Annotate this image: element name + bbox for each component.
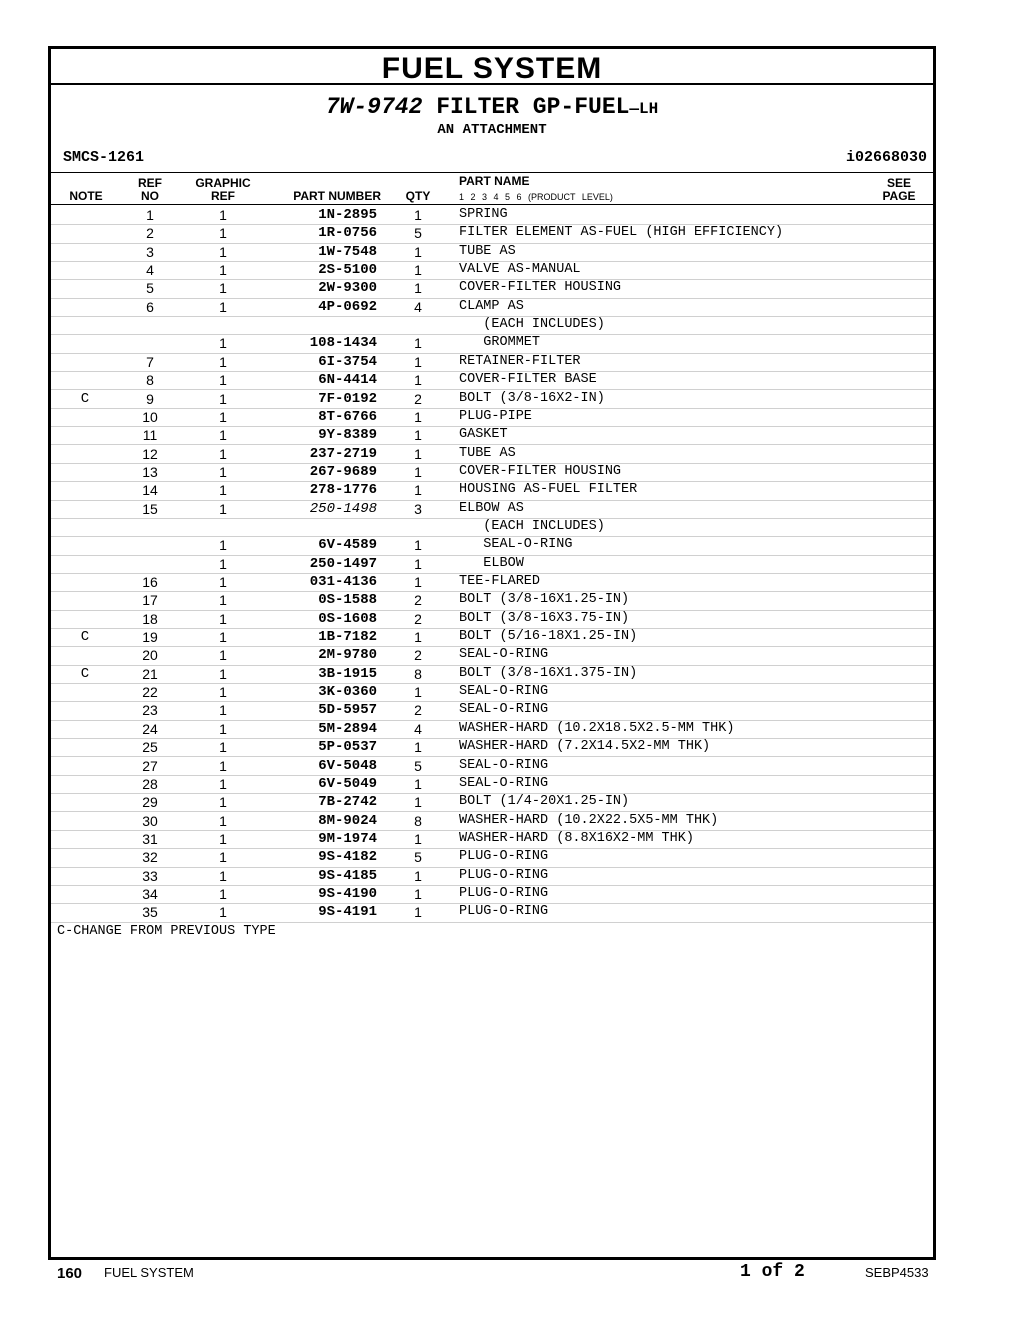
part-name-cell: SEAL-O-RING [459,775,549,791]
ref-number-cell: 17 [142,592,158,609]
part-number-cell: 250-1498 [309,500,377,517]
part-number-cell: 0S-1608 [318,610,377,627]
quantity-cell: 1 [414,574,422,590]
graphic-ref-cell: 1 [219,280,227,297]
part-number-cell: 1B-7182 [318,629,377,646]
part-number-cell: 5D-5957 [318,702,377,719]
ref-number-cell: 19 [142,629,158,646]
graphic-ref-cell: 1 [219,684,227,701]
quantity-cell: 5 [414,757,422,774]
part-number-cell: 3B-1915 [318,665,377,682]
graphic-ref-cell: 1 [219,885,227,902]
quantity-cell: 8 [414,665,422,682]
quantity-cell: 1 [414,830,422,847]
table-row [51,536,933,555]
quantity-cell: 2 [414,390,422,407]
quantity-cell: 3 [414,500,422,517]
graphic-ref-cell: 1 [219,408,227,425]
part-number-cell: 8M-9024 [318,812,377,829]
ref-number-cell: 20 [142,647,158,664]
table-row [51,683,933,702]
graphic-ref-cell: 1 [219,592,227,609]
quantity-cell: 1 [414,904,422,921]
table-row [51,243,933,262]
graphic-ref-cell: 1 [219,353,227,370]
part-number-cell: 9S-4190 [318,885,377,902]
group-heading [51,93,933,123]
ref-number-cell: 18 [142,610,158,627]
col-header-part-number: PART NUMBER [293,189,381,203]
quantity-cell: 1 [414,775,422,792]
graphic-ref-cell: 1 [219,702,227,719]
part-number-cell: 237-2719 [309,445,377,462]
quantity-cell: 1 [414,867,422,884]
quantity-cell: 1 [414,885,422,902]
part-number-cell: 6V-4589 [318,537,377,554]
col-header-note: NOTE [69,189,103,203]
part-number-cell: 031-4136 [309,574,377,590]
ref-number-cell: 30 [142,812,158,829]
graphic-ref-cell: 1 [219,335,227,352]
part-number-cell: 6I-3754 [318,353,377,370]
graphic-ref-cell: 1 [219,537,227,554]
part-name-cell: SEAL-O-RING [459,537,573,553]
ref-number-cell: 16 [142,574,158,590]
quantity-cell: 4 [414,720,422,737]
quantity-cell: 2 [414,702,422,719]
part-number-cell: 6V-5048 [318,757,377,774]
table-row [51,279,933,298]
table-row [51,848,933,867]
graphic-ref-cell: 1 [219,665,227,682]
footer-page-count: 1 of 2 [740,1262,805,1282]
part-name-cell: TUBE AS [459,243,516,259]
part-name-cell: PLUG-PIPE [459,408,532,424]
table-row [51,701,933,720]
quantity-cell: 5 [414,849,422,866]
part-name-cell: SEAL-O-RING [459,757,549,773]
ref-number-cell: 8 [146,372,154,389]
change-footnote: C-CHANGE FROM PREVIOUS TYPE [57,923,276,939]
quantity-cell: 8 [414,812,422,829]
part-name-cell: SEAL-O-RING [459,647,549,663]
part-name-cell: CLAMP AS [459,298,524,314]
quantity-cell: 2 [414,610,422,627]
table-row [51,830,933,849]
part-name-cell: PLUG-O-RING [459,885,549,901]
group-suffix: —LH [629,100,659,118]
group-name: FILTER GP-FUEL [436,94,630,120]
quantity-cell: 1 [414,629,422,646]
quantity-cell: 1 [414,408,422,425]
part-name-cell: GASKET [459,427,508,443]
part-name-cell: RETAINER-FILTER [459,353,581,369]
ref-number-cell: 15 [142,500,158,517]
table-row [51,334,933,353]
table-row [51,628,933,647]
table-row [51,371,933,390]
table-row [51,775,933,794]
part-name-cell: TUBE AS [459,445,516,461]
quantity-cell: 1 [414,372,422,389]
footer-section: FUEL SYSTEM [104,1265,194,1280]
note-cell: C [80,665,90,682]
quantity-cell: 5 [414,225,422,242]
graphic-ref-cell: 1 [219,243,227,260]
graphic-ref-cell: 1 [219,298,227,315]
parts-page-frame [48,46,936,1260]
part-number-cell: 278-1776 [309,482,377,499]
table-row [51,812,933,831]
ref-number-cell: 13 [142,463,158,480]
graphic-ref-cell: 1 [219,372,227,389]
ref-number-cell: 33 [142,867,158,884]
graphic-ref-cell: 1 [219,629,227,646]
ref-number-cell: 5 [146,280,154,297]
ref-number-cell: 31 [142,830,158,847]
table-row [51,261,933,280]
smcs-code: SMCS-1261 [63,149,145,166]
title-divider [51,83,933,85]
ref-number-cell: 23 [142,702,158,719]
part-name-cell: ELBOW AS [459,500,524,516]
graphic-ref-cell: 1 [219,207,227,223]
part-number-cell: 3K-0360 [318,684,377,701]
part-name-cell: VALVE AS-MANUAL [459,262,581,278]
part-name-cell: WASHER-HARD (7.2X14.5X2-MM THK) [459,739,711,755]
part-name-cell: HOUSING AS-FUEL FILTER [459,482,638,498]
graphic-ref-cell: 1 [219,812,227,829]
quantity-cell: 1 [414,262,422,279]
graphic-ref-cell: 1 [219,427,227,444]
table-row [51,885,933,904]
quantity-cell: 1 [414,207,422,223]
table-row [51,390,933,409]
part-name-cell: COVER-FILTER HOUSING [459,463,622,479]
ref-number-cell: 2 [146,225,154,242]
part-name-cell: BOLT (1/4-20X1.25-IN) [459,794,630,810]
part-name-cell: ELBOW [459,555,524,571]
quantity-cell: 1 [414,463,422,480]
part-number-cell: 1N-2895 [318,207,377,223]
table-row [51,500,933,519]
graphic-ref-cell: 1 [219,463,227,480]
part-name-cell: SEAL-O-RING [459,702,549,718]
part-number-cell: 4P-0692 [318,298,377,315]
ref-number-cell: 12 [142,445,158,462]
graphic-ref-cell: 1 [219,482,227,499]
footer-document-id: SEBP4533 [865,1265,929,1280]
part-name-cell: WASHER-HARD (10.2X18.5X2.5-MM THK) [459,720,735,736]
table-row [51,445,933,464]
part-name-cell: SPRING [459,207,508,222]
ref-number-cell: 29 [142,794,158,811]
quantity-cell: 1 [414,243,422,260]
part-name-cell: PLUG-O-RING [459,904,549,920]
graphic-ref-cell: 1 [219,390,227,407]
table-row [51,481,933,500]
part-name-cell: BOLT (3/8-16X3.75-IN) [459,610,630,626]
table-row [51,573,933,592]
part-number-cell: 7B-2742 [318,794,377,811]
part-name-cell: WASHER-HARD (8.8X16X2-MM THK) [459,830,694,846]
group-number: 7W-9742 [325,94,423,120]
table-row [51,408,933,427]
part-number-cell: 250-1497 [309,555,377,572]
part-name-cell: COVER-FILTER BASE [459,372,597,388]
ref-number-cell: 3 [146,243,154,260]
part-number-cell: 9S-4185 [318,867,377,884]
ref-number-cell: 4 [146,262,154,279]
table-row [51,316,933,335]
part-number-cell: 9S-4191 [318,904,377,921]
part-name-cell: (EACH INCLUDES) [459,518,605,534]
ref-number-cell: 32 [142,849,158,866]
graphic-ref-cell: 1 [219,904,227,921]
table-row [51,298,933,317]
attachment-label: AN ATTACHMENT [437,122,547,138]
graphic-ref-cell: 1 [219,647,227,664]
graphic-ref-cell: 1 [219,757,227,774]
table-row [51,463,933,482]
table-row [51,518,933,537]
graphic-ref-cell: 1 [219,830,227,847]
graphic-ref-cell: 1 [219,610,227,627]
part-number-cell: 267-9689 [309,463,377,480]
part-name-cell: BOLT (3/8-16X2-IN) [459,390,605,406]
ref-number-cell: 22 [142,684,158,701]
part-name-cell: BOLT (5/16-18X1.25-IN) [459,629,638,645]
graphic-ref-cell: 1 [219,867,227,884]
ref-number-cell: 11 [142,427,158,444]
table-row [51,903,933,922]
quantity-cell: 1 [414,794,422,811]
ref-number-cell: 25 [142,739,158,756]
part-number-cell: 6V-5049 [318,775,377,792]
table-row [51,206,933,225]
part-number-cell: 8T-6766 [318,408,377,425]
part-number-cell: 2M-9780 [318,647,377,664]
ref-number-cell: 28 [142,775,158,792]
part-number-cell: 5P-0537 [318,739,377,756]
ref-number-cell: 14 [142,482,158,499]
quantity-cell: 1 [414,335,422,352]
part-number-cell: 2W-9300 [318,280,377,297]
quantity-cell: 1 [414,555,422,572]
ref-number-cell: 21 [142,665,158,682]
part-number-cell: 5M-2894 [318,720,377,737]
table-row [51,426,933,445]
note-cell: C [80,390,90,407]
part-name-cell: BOLT (3/8-16X1.25-IN) [459,592,630,608]
ref-number-cell: 34 [142,885,158,902]
table-row [51,757,933,776]
part-number-cell: 1R-0756 [318,225,377,242]
part-number-cell: 1W-7548 [318,243,377,260]
table-row [51,738,933,757]
header-top-divider [51,172,933,173]
part-name-cell: SEAL-O-RING [459,684,549,700]
col-header-qty: QTY [405,189,431,203]
graphic-ref-cell: 1 [219,445,227,462]
part-name-cell: GROMMET [459,335,541,351]
part-name-cell: BOLT (3/8-16X1.375-IN) [459,665,638,681]
quantity-cell: 1 [414,739,422,756]
part-name-cell: PLUG-O-RING [459,867,549,883]
ref-number-cell: 7 [146,353,154,370]
part-name-cell: (EACH INCLUDES) [459,317,605,333]
part-number-cell: 0S-1588 [318,592,377,609]
graphic-ref-cell: 1 [219,739,227,756]
quantity-cell: 1 [414,445,422,462]
quantity-cell: 1 [414,280,422,297]
illustration-id: i02668030 [845,149,927,166]
part-name-cell: COVER-FILTER HOUSING [459,280,622,296]
part-number-cell: 108-1434 [309,335,377,352]
table-row [51,646,933,665]
graphic-ref-cell: 1 [219,720,227,737]
quantity-cell: 1 [414,482,422,499]
part-number-cell: 7F-0192 [318,390,377,407]
graphic-ref-cell: 1 [219,849,227,866]
table-row [51,224,933,243]
col-header-ref-no: REF NO [138,176,162,203]
graphic-ref-cell: 1 [219,574,227,590]
table-row [51,353,933,372]
graphic-ref-cell: 1 [219,775,227,792]
table-row [51,793,933,812]
header-bottom-divider [51,204,933,205]
graphic-ref-cell: 1 [219,262,227,279]
part-name-cell: WASHER-HARD (10.2X22.5X5-MM THK) [459,812,719,828]
ref-number-cell: 9 [146,390,154,407]
col-header-part-name: PART NAME [459,174,530,188]
quantity-cell: 1 [414,684,422,701]
ref-number-cell: 6 [146,298,154,315]
graphic-ref-cell: 1 [219,500,227,517]
part-number-cell: 9M-1974 [318,830,377,847]
table-row [51,555,933,574]
quantity-cell: 1 [414,427,422,444]
table-row [51,665,933,684]
ref-number-cell: 27 [142,757,158,774]
graphic-ref-cell: 1 [219,555,227,572]
quantity-cell: 1 [414,353,422,370]
note-cell: C [80,629,90,646]
graphic-ref-cell: 1 [219,225,227,242]
part-number-cell: 2S-5100 [318,262,377,279]
quantity-cell: 2 [414,647,422,664]
footer-page-number: 160 [57,1265,83,1282]
graphic-ref-cell: 1 [219,794,227,811]
part-number-cell: 9S-4182 [318,849,377,866]
ref-number-cell: 24 [142,720,158,737]
part-number-cell: 9Y-8389 [318,427,377,444]
product-level-header: 1 2 3 4 5 6 (PRODUCT LEVEL) [459,192,613,202]
table-row [51,610,933,629]
ref-number-cell: 10 [142,408,158,425]
col-header-see-page: SEE PAGE [882,176,916,203]
table-row [51,720,933,739]
quantity-cell: 1 [414,537,422,554]
table-row [51,867,933,886]
part-name-cell: FILTER ELEMENT AS-FUEL (HIGH EFFICIENCY) [459,225,784,241]
part-name-cell: PLUG-O-RING [459,849,549,865]
ref-number-cell: 35 [142,904,158,921]
table-row [51,591,933,610]
quantity-cell: 2 [414,592,422,609]
part-number-cell: 6N-4414 [318,372,377,389]
col-header-graphic-ref: GRAPHIC REF [195,176,251,203]
part-name-cell: TEE-FLARED [459,574,541,589]
ref-number-cell: 1 [146,207,154,223]
quantity-cell: 4 [414,298,422,315]
page-title: FUEL SYSTEM [381,52,603,85]
